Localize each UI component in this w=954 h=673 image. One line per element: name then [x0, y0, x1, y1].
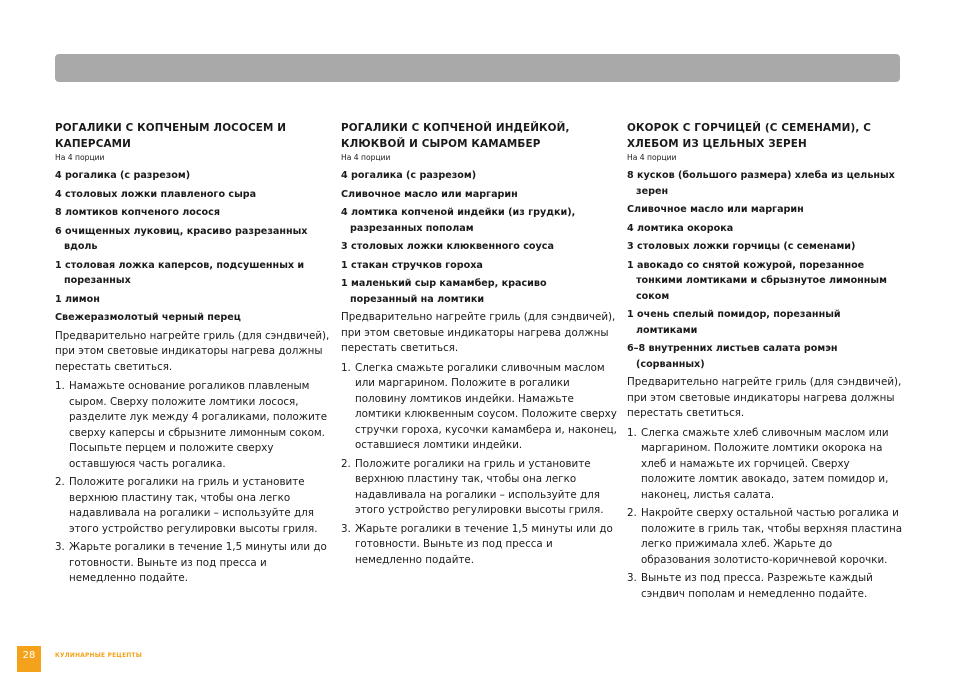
step-number: 2. [341, 457, 351, 470]
steps-list [627, 426, 903, 603]
ingredient-item: 6 очищенных луковиц, красиво разрезанных вдоль [55, 225, 308, 252]
recipe-column-3 [627, 120, 903, 605]
ingredient-item: 4 рогалика (с разрезом) [341, 170, 477, 181]
ingredient-item: 4 столовых ложки плавленого сыра [55, 188, 257, 200]
step-item [627, 571, 903, 602]
step-number: 2. [627, 507, 637, 519]
step-item [341, 457, 617, 519]
step-number: 1. [341, 361, 351, 374]
recipe-intro: Предварительно нагрейте гриль (для сэндвичей), при этом световые индикаторы нагрева должны перестать светиться. [341, 311, 616, 354]
step-number: 1. [55, 380, 65, 392]
ingredient-item: 4 ломтика копченой индейки (из грудки), разрезанных пополам [341, 207, 576, 234]
step-text: Положите рогалики на гриль и установите верхнюю пластину так, чтобы она легко надавливала на рогалики – используйте для этого устройство регулировки высоты гриля. [355, 457, 604, 516]
step-text: Накройте сверху остальной частью рогалика и положите в гриль так, чтобы верхняя пластина легко прижимала хлеб. Жарьте до образования золотисто-коричневой корочки. [641, 507, 903, 566]
recipe-intro: Предварительно нагрейте гриль (для сэндвичей), при этом световые индикаторы нагрева должны перестать светиться. [627, 376, 902, 419]
step-item [627, 426, 903, 504]
ingredients-list [55, 168, 331, 326]
ingredient-item: Сливочное масло или маргарин [341, 188, 518, 200]
ingredient-item: Свежеразмолотый черный перец [55, 312, 241, 323]
page-number: 28 [17, 646, 41, 672]
header-bar [55, 54, 900, 82]
step-number: 2. [55, 476, 65, 488]
step-item [341, 522, 617, 569]
ingredient-item: 4 ломтика окорока [627, 222, 734, 234]
ingredients-list [341, 168, 617, 307]
step-text: Выньте из под пресса. Разрежьте каждый сэндвич пополам и немедленно подайте. [641, 572, 873, 600]
section-label: КУЛИНАРНЫЕ РЕЦЕПТЫ [55, 653, 143, 659]
ingredient-item: 1 лимон [55, 293, 100, 305]
ingredient-item: 1 очень спелый помидор, порезанный ломтиками [627, 309, 841, 336]
ingredient-item: 1 стакан стручков гороха [341, 259, 483, 271]
recipe-title: РОГАЛИКИ С КОПЧЕНОЙ ИНДЕЙКОЙ, КЛЮКВОЙ И СЫРОМ КАМАМБЕР [341, 122, 570, 150]
step-text: Жарьте рогалики в течение 1,5 минуты или до готовности. Выньте из под пресса и немедленно подайте. [69, 541, 327, 584]
ingredient-item: 4 рогалика (с разрезом) [55, 170, 191, 181]
step-number: 3. [341, 522, 351, 535]
step-number: 3. [55, 541, 65, 553]
ingredient-item: 1 столовая ложка каперсов, подсушенных и порезанных [55, 259, 305, 286]
recipe-portions: На 4 порции [627, 153, 677, 162]
step-text: Слегка смажьте рогалики сливочным маслом или маргарином. Положите в рогалики половину ломтиков индейки. Намажьте ломтики клюквенным соусом. Положите сверху стручки гороха, кусочки камамбера и, наконец, оставшиеся ломтики индейки. [355, 361, 617, 451]
ingredient-item: 1 маленький сыр камамбер, красиво порезанный на ломтики [341, 278, 547, 305]
steps-list [55, 379, 331, 587]
recipe-column-2 [341, 120, 617, 571]
ingredient-item: 8 кусков (большого размера) хлеба из цельных зерен [627, 170, 895, 197]
recipe-portions: На 4 порции [55, 153, 105, 162]
ingredient-item: 6–8 внутренних листьев салата ромэн (сорванных) [627, 343, 838, 370]
step-number: 1. [627, 426, 637, 439]
step-text: Жарьте рогалики в течение 1,5 минуты или до готовности. Выньте из под пресса и немедленно подайте. [355, 522, 613, 566]
recipe-title: ОКОРОК С ГОРЧИЦЕЙ (С СЕМЕНАМИ), С ХЛЕБОМ ИЗ ЦЕЛЬНЫХ ЗЕРЕН [627, 122, 871, 150]
ingredient-item: 3 столовых ложки клюквенного соуса [341, 241, 554, 252]
step-item [55, 475, 331, 537]
recipe-intro: Предварительно нагрейте гриль (для сэндвичей), при этом световые индикаторы нагрева должны перестать светиться. [55, 329, 330, 373]
ingredient-item: 8 ломтиков копченого лосося [55, 207, 221, 218]
ingredient-item: 3 столовых ложки горчицы (с семенами) [627, 241, 856, 252]
steps-list [341, 361, 617, 569]
step-item [627, 506, 903, 568]
step-text: Намажьте основание рогаликов плавленым сыром. Сверху положите ломтики лосося, разделите лук между 4 рогаликами, положите сверху каперсы и сбрызните лимонным соком. Посыпьте перцем и положите сверху оставшуюся часть рогалика. [69, 380, 328, 470]
step-item [341, 361, 617, 454]
ingredients-list [627, 168, 903, 372]
step-number: 3. [627, 572, 637, 584]
recipe-column-1 [55, 120, 331, 590]
step-item [55, 540, 331, 587]
recipe-title: РОГАЛИКИ С КОПЧЕНЫМ ЛОСОСЕМ И КАПЕРСАМИ [55, 122, 287, 150]
recipe-portions: На 4 порции [341, 153, 391, 162]
step-item [55, 379, 331, 472]
ingredient-item: Сливочное масло или маргарин [627, 204, 804, 215]
ingredient-item: 1 авокадо со снятой кожурой, порезанное тонкими ломтиками и сбрызнутое лимонным соком [627, 259, 887, 302]
step-text: Слегка смажьте хлеб сливочным маслом или маргарином. Положите ломтики окорока на хлеб и намажьте их горчицей. Сверху положите ломтик авокадо, затем помидор и, наконец, листья салата. [641, 426, 889, 501]
step-text: Положите рогалики на гриль и установите верхнюю пластину так, чтобы она легко надавливала на рогалики – используйте для этого устройство регулировки высоты гриля. [69, 476, 318, 535]
